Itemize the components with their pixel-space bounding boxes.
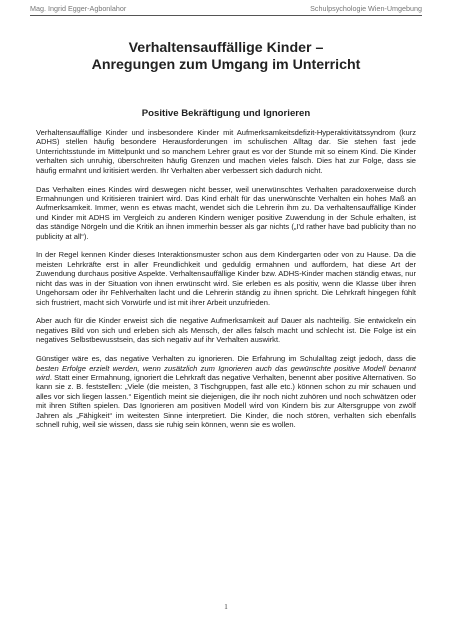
- paragraph-1: Verhaltensauffällige Kinder und insbesondere Kinder mit Aufmerksamkeitsdefizit-Hyperaktivitätssyndrom (kurz ADHS) stellen häufig besondere Herausforderungen im schulischen Alltag dar. Sie stehen fast jede Unterrichtsstunde im Mittelpunkt und so manchem Lehrer graut es vor der Stunde mit so einem Kind. Die Kinder verhalten sich unruhig, überschreiten häufig Grenzen und machen vieles falsch. Dies hat zur Folge, dass sie häufig ermahnt und kritisiert werden. Ihr Verhalten aber verbessert sich dadurch nicht.: [36, 128, 416, 175]
- paragraph-3: In der Regel kennen Kinder dieses Interaktionsmuster schon aus dem Kindergarten oder von zu Hause. Da die meisten Lehrkräfte erst in aller Freundlichkeit und geduldig ermahnen und auffordern, hat diese Art der Zuwendung durchaus positive Aspekte. Verhaltensauffällige Kinder bzw. ADHS-Kinder machen ständig etwas, nur nicht das was in der Situation von ihnen erwünscht wird. Sie erleben es als positiv, wenn die Klasse über ihren Ungehorsam oder ihr Fehlverhalten lacht und die Lehrerin ständig zu ihnen spricht. Die Lehrkraft hingegen fühlt sich frustriert, macht sich Vorwürfe und ist mit ihrer Arbeit unzufrieden.: [36, 250, 416, 307]
- title-line-1: Verhaltensauffällige Kinder –: [128, 40, 324, 56]
- document-title: [30, 40, 422, 74]
- paragraph-5-emphasis: besten Erfolge erzielt werden, wenn zusätzlich zum Ignorieren auch das gewünschte positive Modell benannt wird: [36, 363, 416, 382]
- page-header: [30, 4, 422, 13]
- paragraph-5-intro: Günstiger wäre es, das negative Verhalten zu ignorieren. Die Erfahrung im Schulalltag zeigt jedoch, dass die: [36, 354, 416, 364]
- title-line-2: Anregungen zum Umgang im Unterricht: [91, 57, 361, 73]
- section-heading: Positive Bekräftigung und Ignorieren: [141, 108, 311, 119]
- paragraph-4: Aber auch für die Kinder erweist sich die negative Aufmerksamkeit auf Dauer als nachteilig. Sie entwickeln ein negatives Bild von sich und erleben sich als Mensch, der alles falsch macht und schlecht ist. Die Folge ist ein negatives Selbstbewusstsein, das sich negativ auf ihr Verhalten auswirkt.: [36, 316, 416, 345]
- header-organization: Schulpsychologie Wien-Umgebung: [310, 4, 422, 13]
- paragraph-2: Das Verhalten eines Kindes wird deswegen nicht besser, weil unerwünschtes Verhalten paradoxerweise durch Ermahnungen und Kritisieren trainiert wird. Das Kind erhält für das unerwünschte Verhalten ein hohes Maß an Aufmerksamkeit. Immer, wenn es etwas macht, wendet sich die Lehrerin ihm zu. Da verhaltensauffällige Kinder und Kinder mit ADHS im Vergleich zu anderen Kindern weniger positive Zuwendung in der Schule erhalten, ist das ständige Nörgeln und die Kritik an ihnen immerhin besser als gar nichts („I'd rather have bad publicity than no publicity at all“).: [36, 184, 416, 241]
- header-divider: [30, 15, 422, 16]
- paragraph-5: [36, 354, 416, 429]
- paragraph-5-rest: . Statt einer Ermahnung, ignoriert die Lehrkraft das negative Verhalten, benennt aber positive Alternativen. So kann sie z. B. feststellen: „Viele (die meisten, 3 Tischgruppen, fast alle etc.) können schon zu mir schauen und alles vor sich liegen lassen.“ Eigentlich meint sie diejenigen, die ihr noch nicht zuhören und noch schwätzen oder mit ihren Stiften spielen. Das Ignorieren am positiven Modell wird von Kindern bis zur Altersgruppe von zwölf Jahren als „Fähigkeit“ im weitesten Sinne interpretiert. Die Kinder, die noch stören, verhalten sich ebenfalls schnell ruhig, weil sie wissen, dass sie ruhig sein können, wenn sie es wollen.: [36, 372, 416, 429]
- header-author: Mag. Ingrid Egger-Agbonlahor: [30, 4, 127, 13]
- body-text: [36, 128, 416, 439]
- page-number: 1: [224, 603, 228, 611]
